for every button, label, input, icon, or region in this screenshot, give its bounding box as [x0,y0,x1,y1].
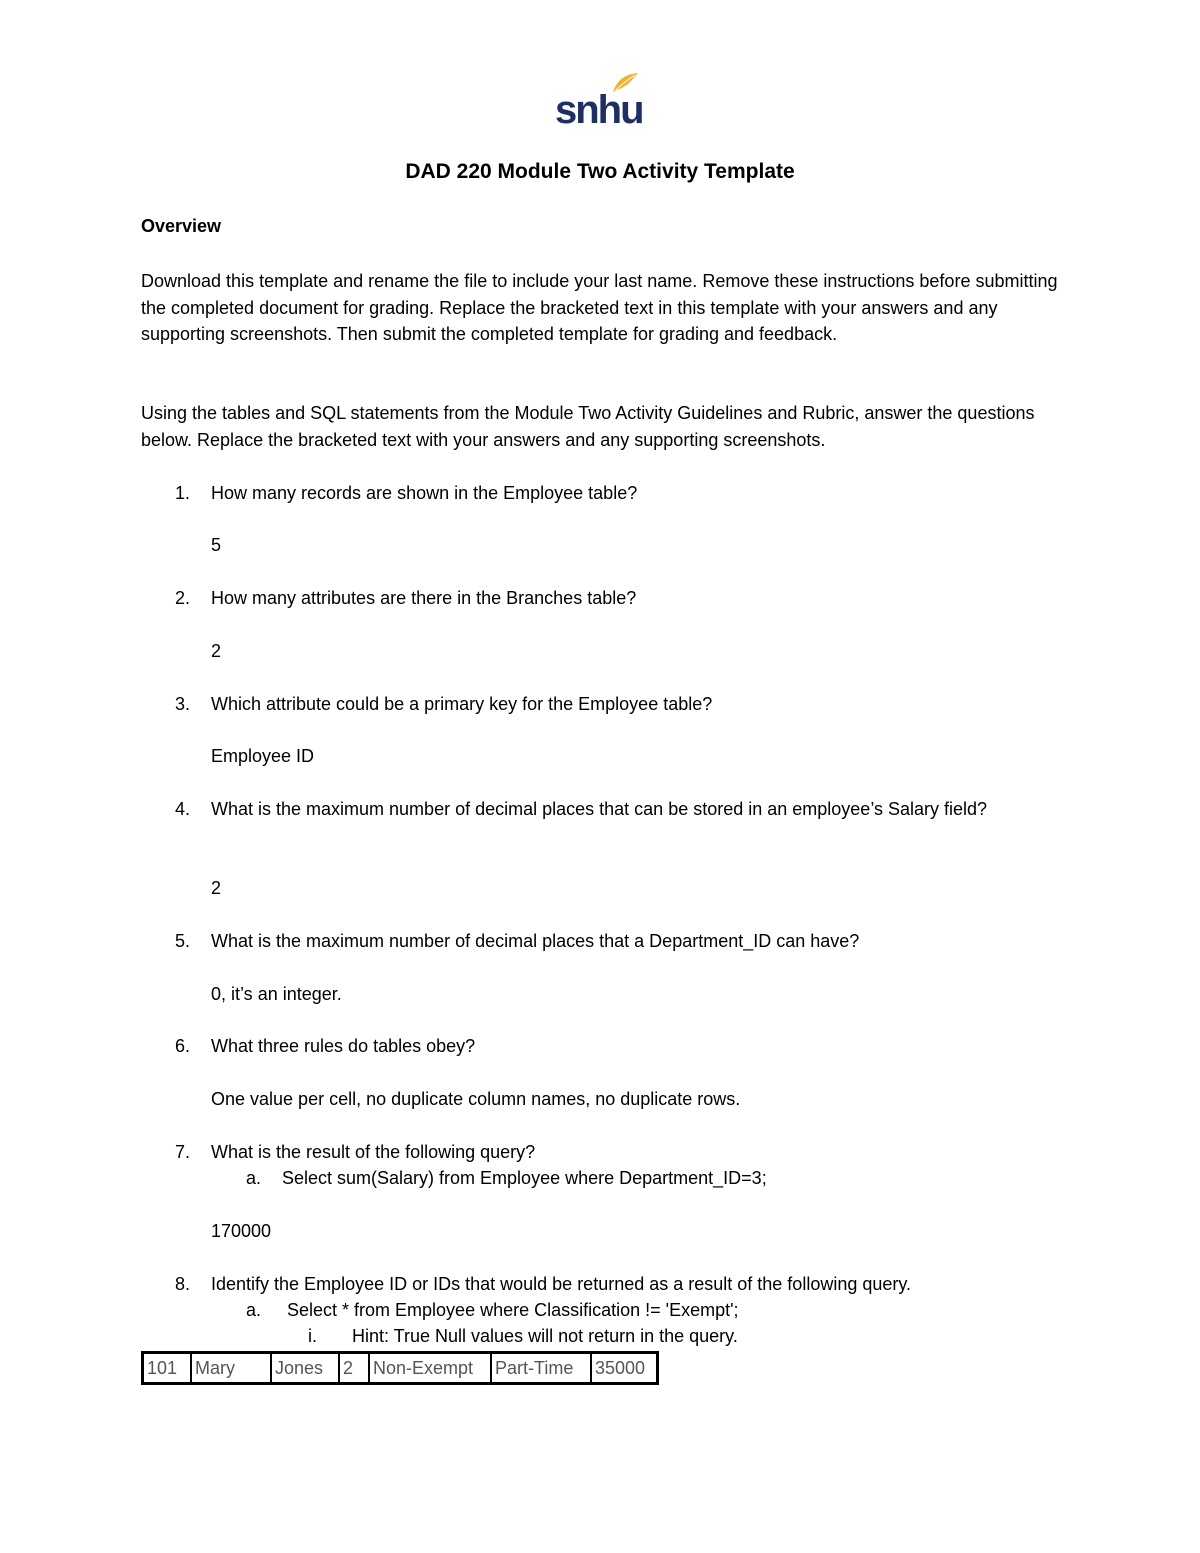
question-text: How many attributes are there in the Branches table? [211,588,637,608]
intro-paragraph: Using the tables and SQL statements from the Module Two Activity Guidelines and Rubric, answer the questions below. Replace the bracketed text with your answers and any supporting screenshots. [141,403,1035,450]
table-cell: Non-Exempt [369,1353,491,1384]
overview-heading: Overview [141,216,222,236]
question-text: What is the maximum number of decimal places that a Department_ID can have? [211,931,860,951]
hint-text: Hint: True Null values will not return in the query. [352,1326,738,1346]
question-number: 7. [175,1142,191,1162]
question-number: 8. [175,1274,191,1294]
snhu-logo [555,72,643,134]
question-number: 5. [175,931,191,951]
query-text: Select * from Employee where Classification != 'Exempt'; [287,1300,739,1320]
document-title: DAD 220 Module Two Activity Template [405,160,795,183]
question-number: 3. [175,694,191,714]
table-cell: 101 [143,1353,192,1384]
answer-3: Employee ID [211,746,315,766]
question-text: Which attribute could be a primary key for the Employee table? [211,694,713,714]
answer-6: One value per cell, no duplicate column names, no duplicate rows. [211,1089,741,1109]
question-text: What three rules do tables obey? [211,1036,476,1056]
query-text: Select sum(Salary) from Employee where Department_ID=3; [282,1168,767,1188]
question-number: 1. [175,483,191,503]
question-text: Identify the Employee ID or IDs that would be returned as a result of the following query. [211,1274,912,1294]
answer-1: 5 [211,535,222,555]
question-text: What is the result of the following query? [211,1142,536,1162]
answer-5: 0, it’s an integer. [211,984,342,1004]
logo-wordmark: snhu [555,88,643,132]
subsub-marker: i. [308,1326,317,1346]
question-text: What is the maximum number of decimal places that can be stored in an employee’s Salary field? [211,799,988,819]
result-table [141,1351,659,1385]
table-row [143,1353,658,1384]
question-number: 6. [175,1036,191,1056]
table-cell: 35000 [591,1353,658,1384]
sub-marker: a. [246,1300,262,1320]
table-cell: 2 [339,1353,369,1384]
table-cell: Jones [271,1353,339,1384]
question-number: 2. [175,588,191,608]
table-cell: Mary [191,1353,271,1384]
answer-7: 170000 [211,1221,272,1241]
table-cell: Part-Time [491,1353,591,1384]
question-number: 4. [175,799,191,819]
answer-2: 2 [211,641,222,661]
answer-4: 2 [211,878,222,898]
sub-marker: a. [246,1168,262,1188]
question-text: How many records are shown in the Employee table? [211,483,638,503]
instructions-paragraph: Download this template and rename the file to include your last name. Remove these instructions before submitting the completed document for grading. Replace the bracketed text in this template with your answers and any supporting screenshots. Then submit the completed template for grading and feedback. [141,271,1058,344]
